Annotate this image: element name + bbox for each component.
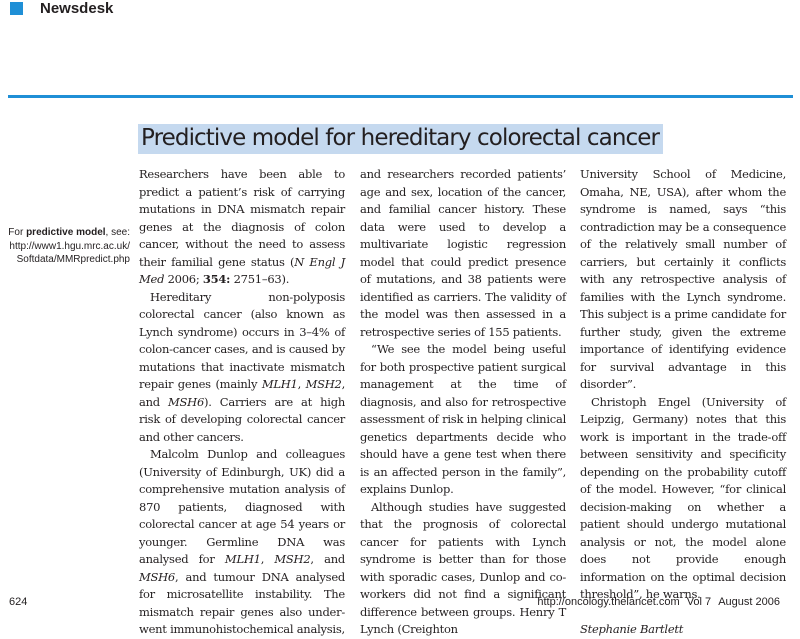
paragraph: and researchers recorded patients’ age and sex, location of the cancer, and familial cancer history. These data were used to develop a multivariate logistic regression model that could predict presence of mutations, and 38 patients were identified as carriers. The validity of the model was then assessed in a retrospective series of 155 patients. — [360, 167, 566, 339]
paragraph: University School of Medicine, Omaha, NE, USA), after whom the syndrome is named, says “this contradiction may be a consequence of the relatively small number of carriers, but certainly it conflicts with any retrospective analysis of families with the Lynch syndrome. This subject is a prime candidate for further study, given the extreme importance of identifying evidence for survival advantage in this disorder”. — [580, 167, 786, 391]
footer-info — [533, 596, 780, 608]
article-column-1 — [139, 166, 345, 639]
paragraph: Researchers have been able to predict a patient’s risk of carrying mutations in DNA mismatch repair genes at the diagnosis of colon cancer, without the need to assess their familial gene status (N Engl J Med 2006; 354: 2751–63). — [139, 167, 345, 286]
article-column-3 — [580, 166, 786, 638]
paragraph: Christoph Engel (University of Leipzig, Germany) notes that this work is important in the trade-off between sensitivity and specificity depending on the probability cutoff of the model. However, “for clinical decision-making on whether a patient should undergo mutational analysis or not, the model alone does not provide enough information on the optimal decision threshold”, he warns. — [580, 394, 786, 601]
article-title: Predictive model for hereditary colorectal cancer — [138, 124, 663, 154]
header-rule — [8, 95, 793, 98]
sidebar-note — [8, 226, 130, 267]
paragraph: Hereditary non-polyposis colorectal cancer (also known as Lynch syndrome) occurs in 3–4% of colon-cancer cases, and is caused by mutations that inactivate mismatch repair genes (mainly MLH1, MSH2, and MSH6). Carriers are at high risk of developing colorectal cancer and other cancers. — [139, 289, 345, 444]
byline: Stephanie Bartlett — [580, 621, 684, 636]
paragraph: Malcolm Dunlop and colleagues (University of Edinburgh, UK) did a comprehensive mutation analysis of 870 patients, diagnosed with colorectal cancer at age 54 years or younger. Germline DNA was analysed for MLH1, MSH2, and MSH6, and tumour DNA analysed for microsatellite instability. The mismatch repair genes also under-went immunohistochemical analysis, — [139, 447, 345, 636]
sidebar-link-continued[interactable]: Softdata/MMRpredict.php — [16, 254, 130, 265]
section-marker — [10, 2, 23, 15]
article-column-2 — [360, 166, 566, 639]
sidebar-link[interactable]: http://www1.hgu.mrc.ac.uk/ — [9, 240, 130, 252]
paragraph: “We see the model being useful for both prospective patient surgical management at the time of diagnosis, and also for retrospective assessment of risk in helping clinical genetics departments decide who should have a gene test when there is an affected person in the family”, explains Dunlop. — [360, 342, 566, 496]
section-label: Newsdesk — [40, 0, 114, 17]
page-number: 624 — [9, 596, 28, 608]
paragraph: Although studies have suggested that the prognosis of colorectal cancer for patients with Lynch syndrome is better than for those with sporadic cases, Dunlop and co-workers did not find a significant difference between groups. Henry T Lynch (Creighton — [360, 499, 566, 636]
footer-date: August 2006 — [718, 596, 780, 608]
footer-url[interactable]: http://oncology.thelancet.com — [537, 596, 680, 608]
sidebar-note-label: For predictive model, see: — [8, 227, 130, 238]
footer-volume: Vol 7 — [686, 596, 712, 608]
